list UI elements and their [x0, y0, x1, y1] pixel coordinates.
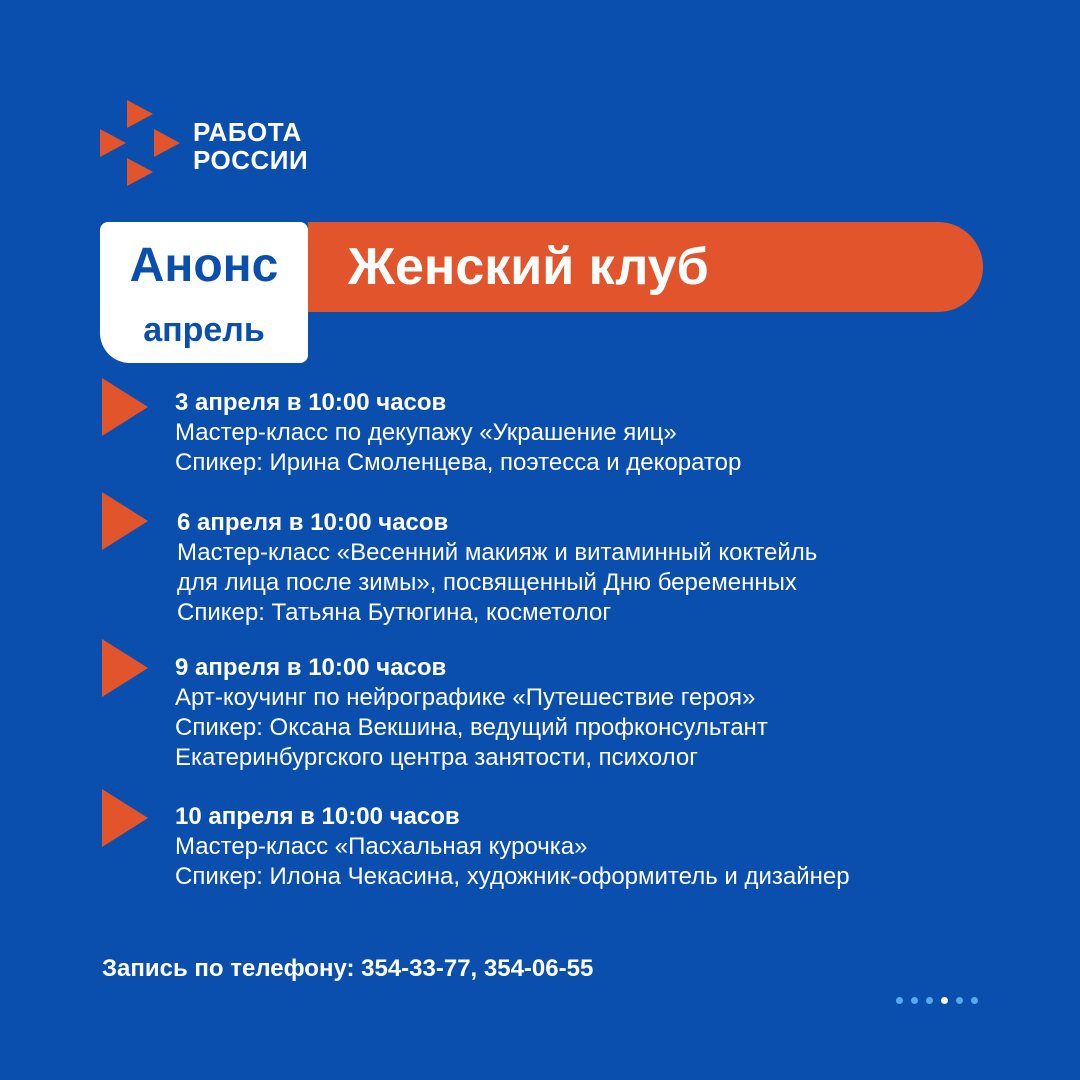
event-details [175, 653, 1015, 773]
play-arrow-icon [100, 789, 150, 847]
pagination-dot[interactable] [896, 997, 903, 1004]
announce-title: Анонс [129, 239, 279, 292]
event-description: Арт-коучинг по нейрографике «Путешествие героя» [175, 684, 756, 711]
pagination-dot[interactable] [956, 997, 963, 1004]
event-details [175, 388, 1015, 478]
announce-box [100, 222, 308, 363]
play-arrow-icon [100, 492, 150, 550]
event-description: Мастер-класс «Весенний макияж и витаминный коктейль [177, 539, 818, 566]
event-speaker: Екатеринбургского центра занятости, психолог [175, 744, 698, 771]
event-description: Мастер-класс «Пасхальная курочка» [175, 833, 588, 860]
event-speaker: Спикер: Оксана Векшина, ведущий профконсультант [175, 714, 768, 741]
event-speaker: Спикер: Ирина Смоленцева, поэтесса и декоратор [175, 449, 742, 476]
event-description: Мастер-класс по декупажу «Украшение яиц» [175, 419, 677, 446]
event-description: для лица после зимы», посвященный Дню беременных [177, 569, 797, 596]
pagination-dot[interactable] [926, 997, 933, 1004]
rabota-rossii-arrows-logo-icon [100, 100, 190, 190]
logo [100, 100, 340, 190]
logo-line-2: РОССИИ [193, 145, 309, 175]
logo-line-1: РАБОТА [193, 117, 302, 147]
pagination-dot[interactable] [971, 997, 978, 1004]
event-date: 10 апреля в 10:00 часов [175, 803, 460, 830]
event-date: 6 апреля в 10:00 часов [177, 509, 449, 536]
event-speaker: Спикер: Илона Чекасина, художник-оформитель и дизайнер [175, 863, 850, 890]
phone-registration-text: Запись по телефону: 354-33-77, 354-06-55 [102, 955, 594, 982]
play-arrow-icon [100, 378, 150, 436]
play-arrow-icon [100, 639, 150, 697]
logo-text [193, 118, 308, 174]
club-title: Женский клуб [348, 238, 709, 296]
event-speaker: Спикер: Татьяна Бутюгина, косметолог [177, 599, 612, 626]
event-details [177, 508, 1017, 628]
announce-month: апрель [143, 311, 265, 349]
club-title-bar [308, 222, 983, 312]
event-details [175, 802, 1015, 892]
event-date: 9 апреля в 10:00 часов [175, 654, 447, 681]
event-date: 3 апреля в 10:00 часов [175, 389, 447, 416]
pagination-dot-active[interactable] [941, 997, 948, 1004]
pagination-dot[interactable] [911, 997, 918, 1004]
